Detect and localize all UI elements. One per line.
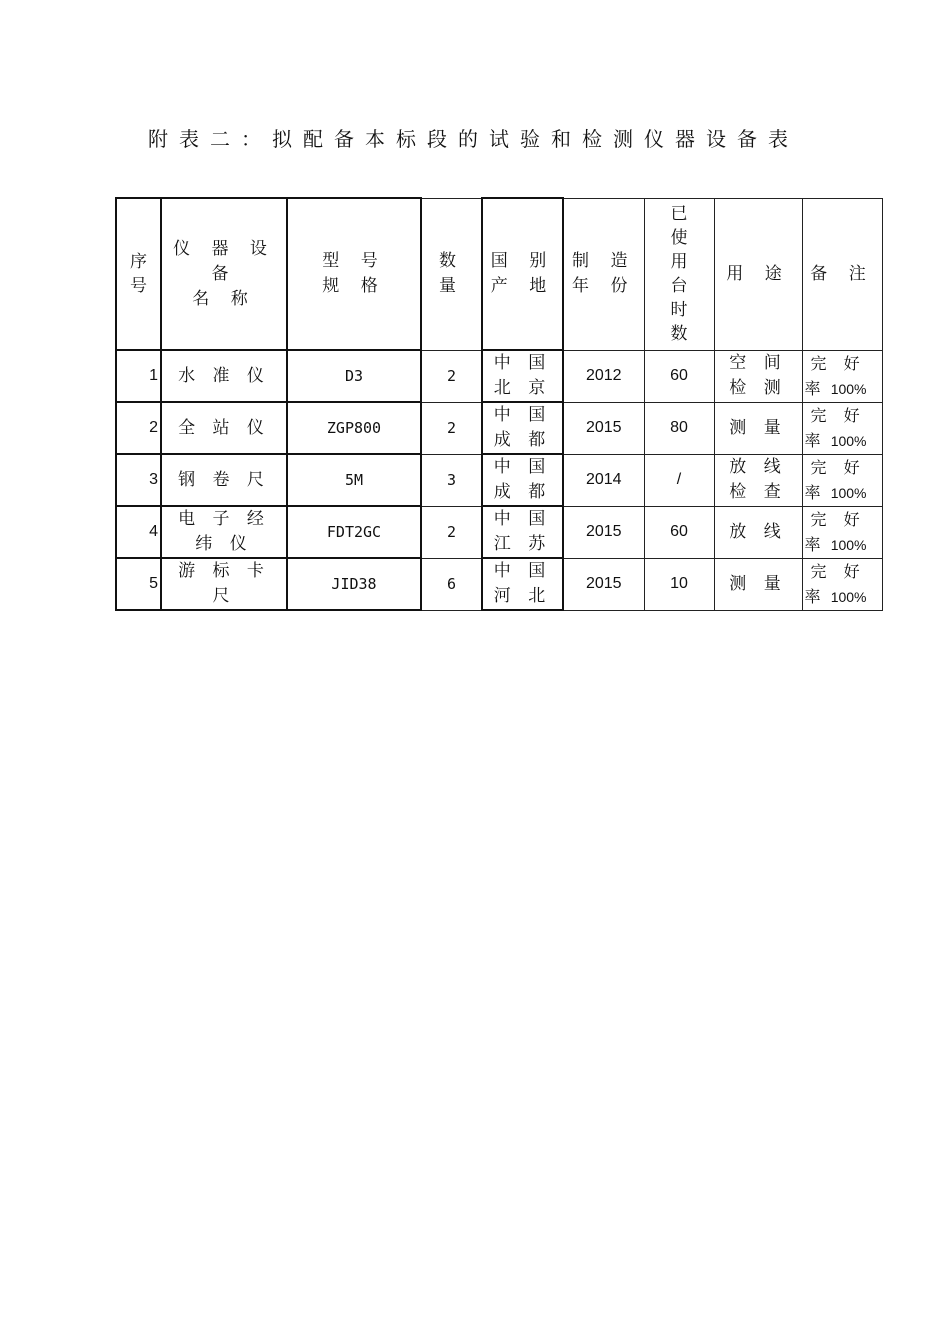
- cell-seq: 5: [116, 558, 161, 610]
- table-row: [116, 506, 882, 558]
- cell-qty: 2: [421, 402, 482, 454]
- cell-origin: 中 国 成 都: [482, 402, 563, 454]
- cell-name: 电 子 经 纬 仪: [161, 506, 287, 558]
- remark-rate: 率: [804, 534, 821, 554]
- header-hours: 已 使 用 台 时 数: [644, 198, 714, 350]
- cell-hours: 60: [644, 350, 714, 402]
- cell-seq: 3: [116, 454, 161, 506]
- table-row: [116, 454, 882, 506]
- header-remark: 备 注: [802, 198, 882, 350]
- cell-model: D3: [287, 350, 421, 402]
- header-year: 制 造 年 份: [563, 198, 644, 350]
- cell-hours: 10: [644, 558, 714, 610]
- remark-rate: 率: [804, 482, 821, 502]
- header-model: 型 号 规 格: [287, 198, 421, 350]
- cell-model: FDT2GC: [287, 506, 421, 558]
- cell-remark: [802, 558, 882, 610]
- cell-origin: 中 国 江 苏: [482, 506, 563, 558]
- cell-year: 2015: [563, 558, 644, 610]
- cell-year: 2015: [563, 402, 644, 454]
- cell-model: ZGP800: [287, 402, 421, 454]
- cell-seq: 2: [116, 402, 161, 454]
- cell-model: 5M: [287, 454, 421, 506]
- header-use: 用 途: [714, 198, 802, 350]
- remark-rate: 率: [804, 430, 821, 450]
- header-qty: 数 量: [421, 198, 482, 350]
- cell-use: 测 量: [714, 402, 802, 454]
- cell-seq: 4: [116, 506, 161, 558]
- table-row: [116, 402, 882, 454]
- header-seq: 序 号: [116, 198, 161, 350]
- remark-line-1: 完 好: [810, 561, 866, 581]
- cell-year: 2012: [563, 350, 644, 402]
- cell-seq: 1: [116, 350, 161, 402]
- remark-line-1: 完 好: [810, 353, 866, 373]
- cell-use: 空 间 检 测: [714, 350, 802, 402]
- cell-year: 2014: [563, 454, 644, 506]
- remark-percent: 100%: [830, 380, 867, 397]
- cell-qty: 2: [421, 350, 482, 402]
- remark-rate: 率: [804, 586, 821, 606]
- header-name: 仪 器 设 备 名 称: [161, 198, 287, 350]
- cell-hours: 80: [644, 402, 714, 454]
- cell-remark: [802, 402, 882, 454]
- remark-line-2: [805, 532, 882, 558]
- cell-hours: /: [644, 454, 714, 506]
- cell-remark: [802, 454, 882, 506]
- table-row: [116, 558, 882, 610]
- header-row: [116, 198, 882, 350]
- cell-hours: 60: [644, 506, 714, 558]
- cell-name: 水 准 仪: [161, 350, 287, 402]
- remark-line-1: 完 好: [810, 405, 866, 425]
- cell-use: 测 量: [714, 558, 802, 610]
- cell-qty: 2: [421, 506, 482, 558]
- remark-percent: 100%: [830, 588, 867, 605]
- cell-year: 2015: [563, 506, 644, 558]
- cell-qty: 6: [421, 558, 482, 610]
- remark-line-2: [805, 480, 882, 506]
- remark-percent: 100%: [830, 484, 867, 501]
- cell-remark: [802, 350, 882, 402]
- document-title: 附表二：拟配备本标段的试验和检测仪器设备表: [148, 127, 799, 151]
- remark-percent: 100%: [830, 536, 867, 553]
- remark-line-2: [805, 584, 882, 610]
- remark-percent: 100%: [830, 432, 867, 449]
- cell-use: 放 线: [714, 506, 802, 558]
- remark-line-1: 完 好: [810, 457, 866, 477]
- table-row: [116, 350, 882, 402]
- remark-rate: 率: [804, 378, 821, 398]
- cell-name: 游 标 卡 尺: [161, 558, 287, 610]
- remark-line-2: [805, 376, 882, 402]
- cell-qty: 3: [421, 454, 482, 506]
- cell-remark: [802, 506, 882, 558]
- remark-line-2: [805, 428, 882, 454]
- header-origin: 国 别 产 地: [482, 198, 563, 350]
- cell-name: 全 站 仪: [161, 402, 287, 454]
- cell-origin: 中 国 成 都: [482, 454, 563, 506]
- cell-use: 放 线 检 查: [714, 454, 802, 506]
- cell-name: 钢 卷 尺: [161, 454, 287, 506]
- equipment-table: [115, 197, 883, 611]
- cell-origin: 中 国 北 京: [482, 350, 563, 402]
- cell-model: JID38: [287, 558, 421, 610]
- cell-origin: 中 国 河 北: [482, 558, 563, 610]
- remark-line-1: 完 好: [810, 509, 866, 529]
